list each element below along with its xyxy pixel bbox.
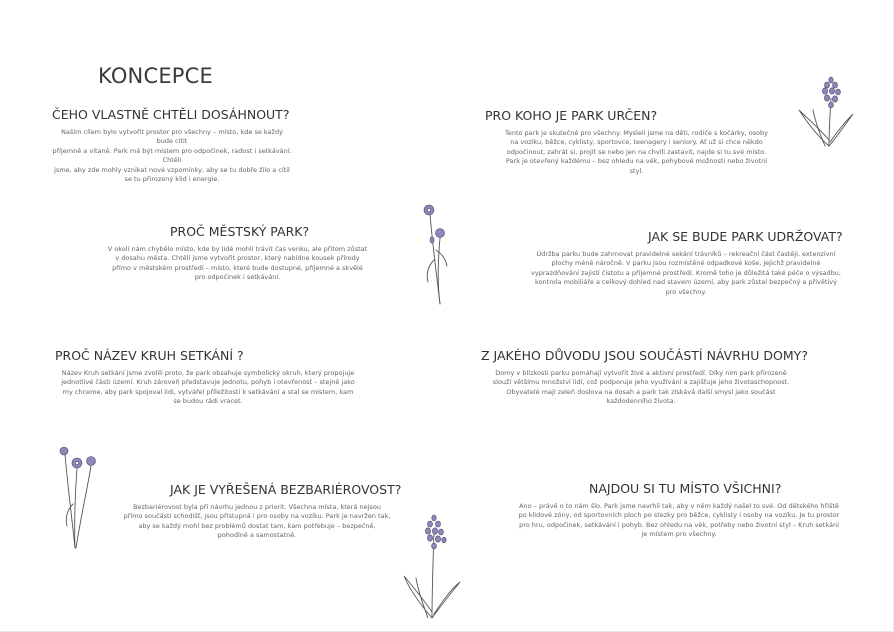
section-heading: JAK SE BUDE PARK UDRŽOVAT? [648,229,843,244]
section-heading: PROČ MĚSTSKÝ PARK? [170,224,310,239]
section-text: Údržba parku bude zahrnovat pravidelné sekání trávníků – rekreační část častěji, extenzivní plochy méně náročně. V parku jsou rozmístěné odpadkové koše, jejichž pravidelné vyprazdňování zajistí čistotu a příjemné prostředí. Kromě toho je důležitá také péče o výsadbu, kontrola mobiliáře a celkový dohled nad stavem území, aby park zůstal bezpečný a přívětivý pro všechny. [531,250,841,296]
section-heading: ČEHO VLASTNĚ CHTĚLI DOSÁHNOUT? [52,107,290,122]
section-everyone [504,481,854,540]
section-text: Naším cílem bylo vytvořit prostor pro všechny – místo, kde se každý bude cítit příjemně a vítaně. Park má být místem pro odpočinek, radost i setkávání. Chtěli jsme, aby zde mohly vznikat nové vzpomínky, aby se tu dobře žilo a cítil se tu přirozený klid i energie. [52,128,292,184]
section-text: V okolí nám chybělo místo, kde by lidé mohli trávit čas venku, ale přitom zůstat v dosahu města. Chtěli jsme vytvořit prostor, který nabídne kousek přírody přímo v městském prostředí – místo, které bude dostupné, příjemné a skvělé pro odpočinek i setkávání. [107,245,368,282]
section-maintenance [526,229,846,297]
page-title: KONCEPCE [98,64,213,89]
section-text: Domy v blízkosti parku pomáhají vytvořit živé a aktivní prostředí. Díky nim park přirozeně slouží většímu množství lidí, což podporuje jeho využívání a zajišťuje jeho životaschopnost. Obyvatelé mají zeleň doslova na dosah a park tak získává další smysl jako součást každodenního života. [492,369,790,406]
section-heading: NAJDOU SI TU MÍSTO VŠICHNI? [589,481,782,496]
poppy-flowers-icon [418,200,452,306]
section-goal [52,107,292,184]
section-text: Ano – právě o to nám šlo. Park jsme navrhli tak, aby v něm každý našel to své. Od dětského hřiště po klidové zóny, od sportovních ploch po stezky pro běžce, cyklisty i osoby na vozíku. Je tu prostor pro hru, odpočinek, setkávání i pohyb. Bez ohledu na věk, potřeby nebo životní styl – Kruh setkání je místem pro všechny. [518,502,840,539]
section-text: Název Kruh setkání jsme zvolili proto, že park obsahuje symbolický okruh, který propojuje jednotlivé části území. Kruh zároveň představuje jednotu, pohyb i otevřenost – stejně jako my chceme, aby park spojoval lidi, vytvářel příležitosti k setkávání a stal se místem, kam se budou rádi vracet. [61,369,355,406]
section-accessibility [122,482,402,541]
section-heading: JAK JE VYŘEŠENÁ BEZBARIÉROVOST? [170,482,402,497]
section-city-park [100,224,375,283]
section-houses [481,348,808,407]
section-text: Bezbariérovost byla při návrhu jednou z priorit. Všechna místa, která nejsou přímo součástí schodišť, jsou přístupná i pro osoby na vozíku. Park je navržen tak, aby se každý mohl bez problémů dostat tam, kam potřebuje – bezpečně, pohodlně a samostatně. [123,503,391,540]
poppy-flowers-icon [55,440,101,550]
section-heading: PROČ NÁZEV KRUH SETKÁNÍ ? [55,348,244,363]
section-heading: PRO KOHO JE PARK URČEN? [485,108,658,123]
section-text: Tento park je skutečně pro všechny. Mysleli jsme na děti, rodiče s kočárky, osoby na vozíku, běžce, cyklisty, sportovce, teenagery i seniory. Ať už si chce někdo odpočinout, zahrát si, projít se nebo jen na chvíli zastavit, najde si tu své místo. Park je otevřený každému – bez ohledu na věk, pohybové možnosti nebo životní styl. [504,129,769,175]
section-name [52,348,364,407]
hyacinth-icon [400,510,465,620]
section-audience [485,108,785,176]
section-heading: Z JAKÉHO DŮVODU JSOU SOUČÁSTÍ NÁVRHU DOMY? [481,348,808,363]
hyacinth-icon [795,70,860,148]
